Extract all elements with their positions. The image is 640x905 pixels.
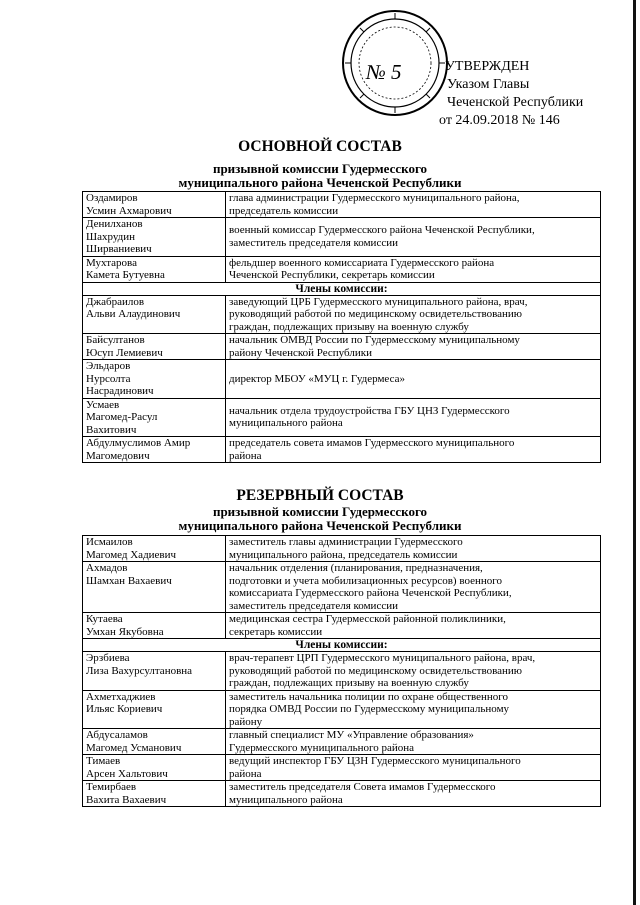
page-edge: [633, 0, 636, 905]
member-name: Арсен Хальтович: [86, 767, 168, 780]
member-name-cell: [83, 256, 226, 282]
member-name-cell: [83, 729, 226, 755]
member-name-cell: [83, 192, 226, 218]
member-position: секретарь комиссии: [229, 625, 323, 638]
member-position: Гудермесского муниципального района: [229, 741, 415, 754]
approval-block: [437, 58, 583, 130]
member-name: Вахита Вахаевич: [86, 793, 167, 806]
member-name: Ахметхаджиев: [86, 690, 156, 703]
member-name: Нурсолта: [86, 372, 131, 385]
table-row: [83, 536, 601, 562]
member-position: граждан, подлежащих призыву на военную службу: [229, 677, 469, 689]
member-position: заместитель председателя Совета имамов Гудермесского: [229, 781, 496, 793]
member-name: Тимаев: [86, 755, 121, 767]
table-row: [83, 218, 601, 257]
member-position: председатель совета имамов Гудермесского муниципального: [229, 437, 515, 449]
table-row: [83, 334, 601, 360]
table-row: [83, 729, 601, 755]
member-position: военный комиссар Гудермесского района Чеченской Республики,: [229, 224, 535, 237]
member-name: Магомед Усманович: [86, 741, 182, 754]
table-row: [83, 192, 601, 218]
member-name: Насрадинович: [86, 385, 154, 397]
member-position-cell: [226, 562, 601, 613]
member-position: председатель комиссии: [229, 204, 339, 217]
reserve-title: РЕЗЕРВНЫЙ СОСТАВ: [236, 487, 404, 504]
table-row: [83, 613, 601, 639]
member-position: муниципального района, председатель комиссии: [229, 548, 458, 561]
approval-date: от 24.09.2018 № 146: [439, 113, 560, 128]
member-position-cell: [226, 256, 601, 282]
member-name: Эльдаров: [86, 360, 131, 372]
member-position: района: [229, 449, 262, 462]
members-label: Члены комиссии:: [83, 282, 601, 295]
member-name-cell: [83, 613, 226, 639]
member-name-cell: [83, 334, 226, 360]
member-position-cell: [226, 218, 601, 257]
member-name-cell: [83, 690, 226, 729]
member-name: Вахитович: [86, 423, 137, 436]
member-position: порядка ОМВД России по Гудермесскому муниципальному: [229, 703, 510, 715]
member-name: Темирбаев: [86, 781, 137, 793]
member-position: заведующий ЦРБ Гудермесского муниципального района, врач,: [229, 295, 528, 308]
member-position-cell: [226, 613, 601, 639]
main-subtitle: муниципального района Чеченской Республики: [178, 175, 462, 190]
main-subtitle: призывной комиссии Гудермесского: [212, 161, 428, 176]
member-name-cell: [83, 781, 226, 807]
member-name: Ахмадов: [86, 562, 128, 574]
member-position: руководящий работой по медицинскому освидетельствованию: [229, 664, 523, 677]
member-name: Байсултанов: [86, 334, 145, 346]
reserve-composition-table: [82, 535, 601, 807]
table-row: [83, 295, 601, 334]
member-position-cell: [226, 729, 601, 755]
member-name: Шамхан Вахаевич: [86, 574, 172, 587]
member-position: комиссариата Гудермесского района Чеченской Республики,: [229, 587, 512, 599]
member-name: Джабраилов: [86, 295, 145, 308]
member-position: заместитель главы администрации Гудермесского: [229, 536, 463, 548]
member-name: Магомед Хадиевич: [86, 548, 177, 561]
member-name: Абдусаламов: [86, 729, 148, 741]
members-header-row: [83, 639, 601, 652]
member-name: Исмаилов: [86, 536, 133, 548]
member-position: медицинская сестра Гудермесской районной поликлиники,: [229, 613, 506, 625]
member-position: заместитель председателя комиссии: [229, 599, 398, 612]
member-name-cell: [83, 360, 226, 399]
member-position-cell: [226, 536, 601, 562]
member-position: району: [229, 715, 263, 728]
member-position: руководящий работой по медицинскому освидетельствованию: [229, 308, 523, 320]
member-position-cell: [226, 192, 601, 218]
member-position: директор МБОУ «МУЦ г. Гудермеса»: [229, 372, 405, 385]
member-name: Шахрудин: [86, 230, 136, 243]
member-position-cell: [226, 360, 601, 399]
table-row: [83, 781, 601, 807]
member-position: заместитель начальника полиции по охране общественного: [229, 690, 509, 703]
member-position: муниципального района: [229, 417, 343, 430]
main-composition-table: [82, 191, 601, 463]
table-row: [83, 755, 601, 781]
table-row: [83, 256, 601, 282]
member-position: району Чеченской Республики: [229, 346, 372, 359]
reserve-subtitle: муниципального района Чеченской Республики: [178, 518, 462, 533]
member-name-cell: [83, 218, 226, 257]
members-header-row: [83, 282, 601, 295]
member-name: Ильяс Кориевич: [86, 703, 163, 715]
table-row: [83, 562, 601, 613]
member-name-cell: [83, 562, 226, 613]
member-position-cell: [226, 690, 601, 729]
member-name: Юсуп Лемиевич: [86, 346, 163, 359]
reserve-subtitle: призывной комиссии Гудермесского: [212, 504, 428, 519]
member-name: Усмин Ахмарович: [86, 204, 172, 217]
member-position-cell: [226, 781, 601, 807]
member-position: фельдшер военного комиссариата Гудермесского района: [229, 256, 495, 269]
member-position: врач-терапевт ЦРП Гудермесского муниципального района, врач,: [229, 652, 536, 664]
member-position: граждан, подлежащих призыву на военную службу: [229, 320, 469, 333]
member-position: глава администрации Гудермесского муниципального района,: [229, 192, 520, 204]
member-name: Кутаева: [86, 613, 123, 625]
member-name-cell: [83, 295, 226, 334]
member-name: Абдулмуслимов Амир: [86, 437, 191, 449]
member-name: Эрзбиева: [86, 652, 130, 664]
member-position: района: [229, 767, 262, 780]
member-name: Магомедович: [86, 449, 150, 462]
member-position: начальник отделения (планирования, предназначения,: [229, 562, 483, 574]
member-name: Альви Алаудинович: [86, 308, 181, 320]
member-position: главный специалист МУ «Управление образования»: [229, 729, 474, 741]
member-position-cell: [226, 437, 601, 463]
table-row: [83, 360, 601, 399]
member-name: Камета Бутуевна: [86, 269, 165, 281]
member-position-cell: [226, 295, 601, 334]
member-name: Умхан Якубовна: [86, 625, 164, 638]
member-name: Лиза Вахурсултановна: [86, 664, 193, 677]
members-label: Члены комиссии:: [83, 639, 601, 652]
approval-line: Чеченской Республики: [447, 95, 584, 110]
member-position: подготовки и учета мобилизационных ресурсов) военного: [229, 574, 502, 587]
member-position: муниципального района: [229, 793, 343, 806]
member-position-cell: [226, 398, 601, 437]
member-name: Оздамиров: [86, 192, 138, 204]
stamp-number: № 5: [366, 60, 402, 84]
member-name: Усмаев: [86, 398, 120, 411]
member-name-cell: [83, 755, 226, 781]
member-position: начальник отдела трудоустройства ГБУ ЦНЗ Гудермесского: [229, 404, 510, 417]
approval-line: Указом Главы: [447, 77, 530, 92]
member-name: Денилханов: [86, 218, 143, 230]
member-position-cell: [226, 334, 601, 360]
member-name-cell: [83, 398, 226, 437]
member-name: Ширваниевич: [86, 243, 152, 255]
table-row: [83, 652, 601, 691]
member-name: Магомед-Расул: [86, 411, 158, 423]
member-name: Мухтарова: [86, 256, 137, 269]
table-row: [83, 690, 601, 729]
member-position: ведущий инспектор ГБУ ЦЗН Гудермесского муниципального: [229, 755, 521, 767]
member-name-cell: [83, 536, 226, 562]
member-name-cell: [83, 652, 226, 691]
member-position: заместитель председателя комиссии: [229, 236, 398, 249]
approval-word: УТВЕРЖДЕН: [445, 59, 530, 74]
member-position-cell: [226, 652, 601, 691]
member-position-cell: [226, 755, 601, 781]
member-position: начальник ОМВД России по Гудермесскому муниципальному: [229, 334, 520, 346]
table-row: [83, 437, 601, 463]
table-row: [83, 398, 601, 437]
member-position: Чеченской Республики, секретарь комиссии: [229, 269, 435, 281]
main-title: ОСНОВНОЙ СОСТАВ: [238, 138, 402, 155]
member-name-cell: [83, 437, 226, 463]
